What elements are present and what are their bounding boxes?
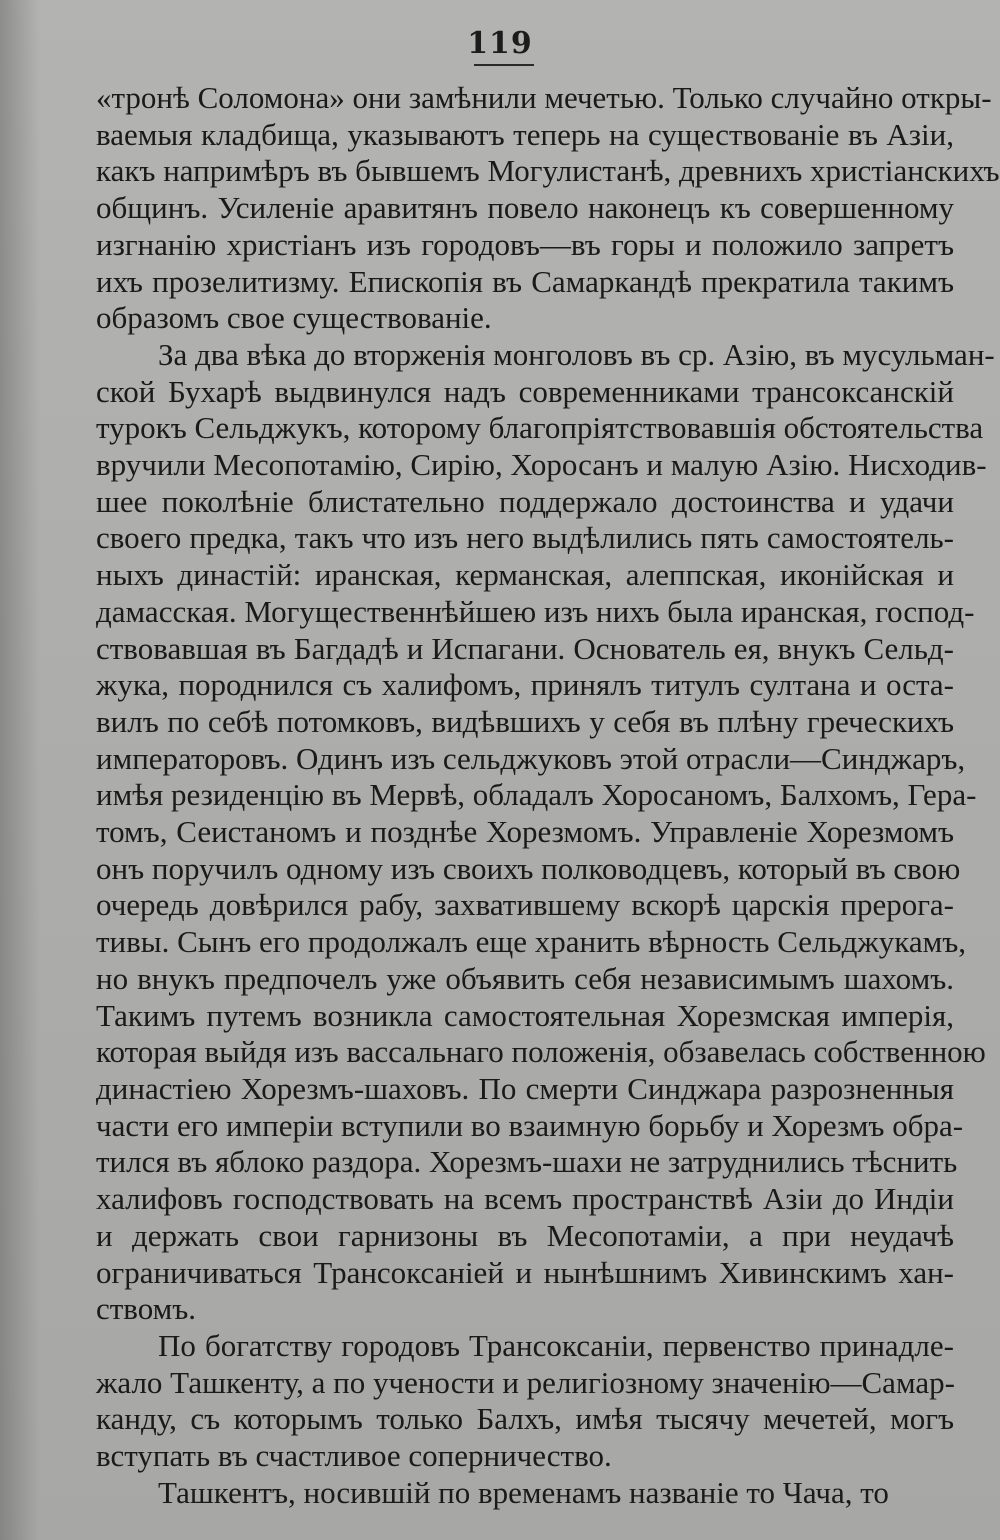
text-line: своего предка, такъ что изъ него выдѣлились пять самостоятель-	[96, 520, 954, 556]
text-line: императоровъ. Одинъ изъ сельджуковъ этой отрасли—Синджаръ,	[96, 740, 966, 776]
text-line: части его имперіи вступили во взаимную борьбу и Хорезмъ обра-	[96, 1107, 964, 1143]
text-line: шее поколѣніе блистательно поддержало достоинства и удачи	[96, 483, 954, 519]
text-line: ской Бухарѣ выдвинулся надъ современниками трансоксанскій	[96, 373, 954, 409]
text-line: вручили Месопотамію, Сирію, Хоросанъ и малую Азію. Нисходив-	[96, 447, 987, 483]
text-line: турокъ Сельджукъ, которому благопріятствовавшія обстоятельства	[96, 410, 984, 446]
text-line: канду, съ которымъ только Балхъ, имѣя тысячу мечетей, могъ	[96, 1401, 954, 1437]
text-line: ихъ прозелитизму. Епископія въ Самаркандѣ прекратила такимъ	[96, 263, 954, 299]
paragraph	[96, 1475, 954, 1512]
text-line: ствомъ.	[96, 1291, 197, 1327]
text-line: ваемыя кладбища, указываютъ теперь на существованіе въ Азіи,	[96, 116, 954, 152]
page-number: 119	[467, 26, 533, 61]
paragraph	[96, 1328, 954, 1475]
text-body	[96, 80, 1000, 1511]
text-line: очередь довѣрился рабу, захватившему вскорѣ царскія прерога-	[96, 887, 954, 923]
text-line: вилъ по себѣ потомковъ, видѣвшихъ у себя въ плѣну греческихъ	[96, 703, 954, 739]
text-line: изгнанію христіанъ изъ городовъ—въ горы и положило запретъ	[96, 226, 954, 262]
text-line: ограничиваться Трансоксаніей и нынѣшнимъ Хивинскимъ хан-	[96, 1254, 954, 1290]
text-line: дамасская. Могущественнѣйшею изъ нихъ была иранская, господ-	[96, 593, 975, 629]
text-line: какъ напримѣръ въ бывшемъ Могулистанѣ, древнихъ христіанскихъ	[96, 153, 1000, 189]
text-line: По богатству городовъ Трансоксаніи, первенство принадле-	[158, 1327, 954, 1363]
text-line: но внукъ предпочелъ уже объявить себя независимымъ шахомъ.	[96, 960, 954, 996]
page-number-rule	[474, 64, 534, 66]
text-line: жало Ташкенту, а по учености и религіозному значенію—Самар-	[96, 1364, 955, 1400]
text-line: Ташкентъ, носившій по временамъ названіе то Чача, то	[158, 1474, 889, 1510]
paragraph	[96, 80, 1000, 337]
text-line: общинъ. Усиленіе аравитянъ повело наконецъ къ совершенному	[96, 190, 954, 226]
text-line: династіею Хорезмъ-шаховъ. По смерти Синджара разрозненныя	[96, 1070, 954, 1106]
text-line: образомъ свое существованіе.	[96, 300, 492, 336]
text-line: тился въ яблоко раздора. Хорезмъ-шахи не затруднились тѣснить	[96, 1144, 958, 1180]
text-line: онъ поручилъ одному изъ своихъ полководцевъ, который въ свою	[96, 850, 961, 886]
text-line: «тронѣ Соломона» они замѣнили мечетью. Только случайно откры-	[96, 80, 992, 115]
text-line: и держать свои гарнизоны въ Месопотаміи, а при неудачѣ	[96, 1217, 954, 1253]
text-line: которая выйдя изъ вассальнаго положенія, обзавелась собственною	[96, 1034, 986, 1070]
text-line: жука, породнился съ халифомъ, принялъ титулъ султана и оста-	[96, 667, 954, 703]
text-line: Такимъ путемъ возникла самостоятельная Хорезмская имперія,	[96, 997, 954, 1033]
paragraph	[96, 336, 995, 1328]
page-edge-shadow	[0, 0, 40, 1540]
text-line: тивы. Сынъ его продолжалъ еще хранить вѣрность Сельджукамъ,	[96, 924, 967, 960]
text-line: За два вѣка до вторженія монголовъ въ ср. Азію, въ мусульман-	[158, 336, 995, 372]
text-line: томъ, Сеистаномъ и позднѣе Хорезмомъ. Управленіе Хорезмомъ	[96, 814, 954, 850]
text-line: ствовавшая въ Багдадѣ и Испагани. Основатель ея, внукъ Сельд-	[96, 630, 954, 666]
text-line: имѣя резиденцію въ Мервѣ, обладалъ Хоросаномъ, Балхомъ, Гера-	[96, 777, 977, 813]
text-line: вступать въ счастливое соперничество.	[96, 1438, 612, 1474]
text-line: халифовъ господствовать на всемъ пространствѣ Азіи до Индіи	[96, 1181, 954, 1217]
text-line: ныхъ династій: иранская, керманская, алеппская, иконійская и	[96, 557, 954, 593]
